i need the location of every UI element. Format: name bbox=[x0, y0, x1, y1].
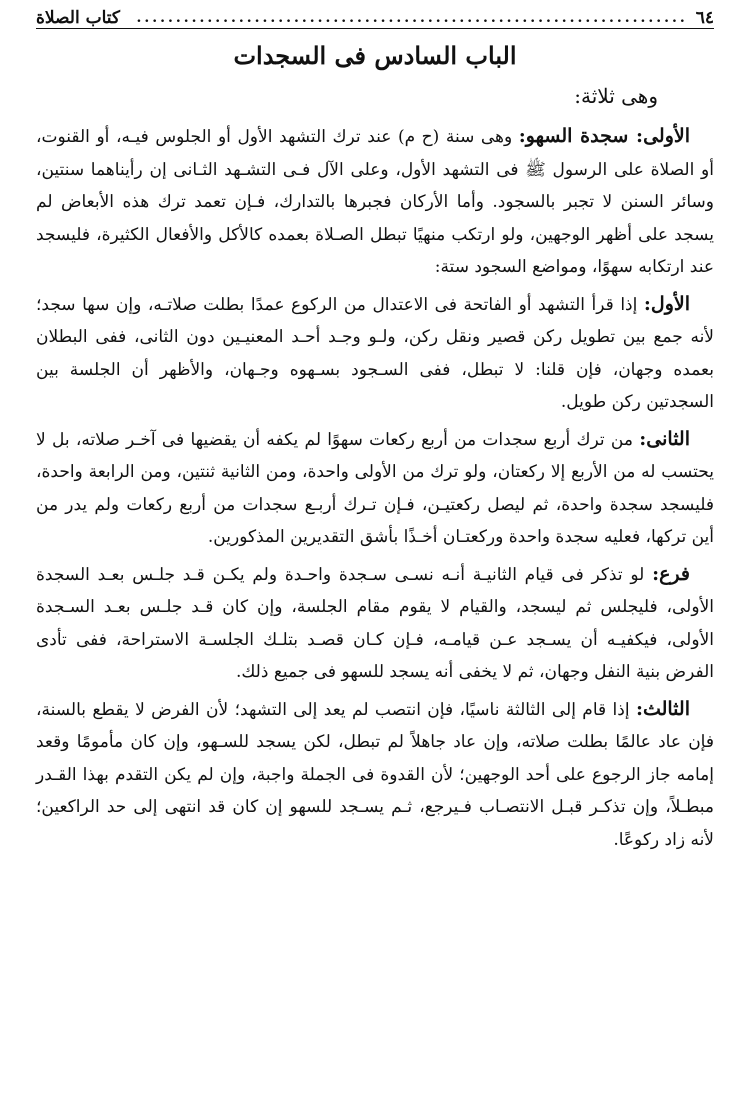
intro-line: وهى ثلاثة: bbox=[574, 84, 658, 108]
paragraph-third-case bbox=[36, 693, 714, 857]
paragraph-text: من ترك أربع سجدات من أربع ركعات سهوًا لم يكفه أن يقضيها فى آخـر صلاته، بل لا يحتسب له من الأربع إلا ركعتان، ولو ترك من الأولى واحدة، ومن الثانية ثنتين، ومن الرابعة واحدة، فليسجد سجدة واحدة، ثم ليصل ركعتيـن، فـإن تـرك أربـع سجدات من أربع ركعات ولم يدر من أين تركها، فعليه سجدة واحدة وركعتـان أخـذًا بأشق التقديرين المذكورين. bbox=[36, 429, 714, 547]
paragraph-lead: الثانى: bbox=[639, 427, 690, 450]
paragraph-lead: فرع: bbox=[652, 562, 690, 585]
paragraph-text: وهى سنة (ح م) عند ترك التشهد الأول أو الجلوس فيـه، أو القنوت، أو الصلاة على الرسول ﷺ فى التشهد الأول، وعلى الآل فـى التشـهد الثـانى إن رأيناهما سنتين، وسائر السنن لا تجبر بالسجود. وأما الأركان فجبرها بالتدارك، فـإن تعمد ترك هذه الأبعاض لم يسجد على أظهر الوجهين، ولو ارتكب منهيًا تبطل الصـلاة بعمده كالأكل والأفعال الكثيرة، فليسجد عند ارتكابه سهوًا، ومواضع السجود ستة: bbox=[36, 127, 714, 277]
page-number: ٦٤ bbox=[695, 8, 714, 28]
paragraph-text: إذا قرأ التشهد أو الفاتحة فى الاعتدال من الركوع عمدًا بطلت صلاتـه، وإن سها سجد؛ لأنه جمع بين تطويل ركن قصير ونقل ركن، ولـو وجـد أحـد المعنيـين دون الثانى، ففى البطلان بعمده وجهان، فإن قلنا: لا تبطل، ففى السـجود بسـهوه وجـهان، والأظهر أن الجلسة بين السجدتين ركن طويل. bbox=[36, 294, 714, 412]
paragraph-second-case bbox=[36, 423, 714, 554]
running-header bbox=[36, 4, 714, 29]
paragraph-first-prostration bbox=[36, 120, 714, 284]
paragraph-first-case bbox=[36, 288, 714, 419]
paragraph-lead: الأولى: سجدة السهو: bbox=[518, 125, 690, 147]
header-dot-leader: ...................................................................... bbox=[136, 10, 688, 26]
paragraph-branch bbox=[36, 558, 714, 689]
book-title: كتاب الصلاة bbox=[36, 8, 121, 28]
chapter-title: الباب السادس فى السجدات bbox=[233, 41, 517, 70]
paragraph-lead: الثالث: bbox=[635, 697, 690, 720]
paragraph-text: لو تذكر فى قيام الثانيـة أنـه نسـى سـجدة واحـدة ولم يكـن قـد جلـس بعـد السجدة الأولى، فليجلس ثم ليسجد، والقيام لا يقوم مقام الجلسة، وإن كان قـد جلـس بعـد السـجدة الأولى، فيكفيـه أن يسـجد عـن قيامـه، فـإن كـان قصـد بتلـك الجلسـة الاستراحة، ففى تأدى الفرض بنية النفل وجهان، ثم لا يخفى أنه يسجد للسهو فى جميع ذلك. bbox=[36, 564, 714, 682]
paragraph-text: إذا قام إلى الثالثة ناسيًا، فإن انتصب لم يعد إلى التشهد؛ لأن الفرض لا يقطع بالسنة، فإن عاد عالمًا بطلت صلاته، وإن عاد جاهلاً لم تبطل، لكن يسجد للسـهو، وإن كان مأمومًا وقعد إمامه جاز الرجوع على أحد الوجهين؛ لأن القدوة فى الجملة واجبة، وإن لم يكن التقدم بهذا القـدر مبطـلاً، وإن تذكـر قبـل الانتصـاب فـيرجع، ثـم يسـجد للسهو إن كان قد انتهى إلى حد الراكعين؛ لأنه زاد ركوعًا. bbox=[36, 699, 714, 850]
paragraph-lead: الأول: bbox=[643, 292, 690, 315]
